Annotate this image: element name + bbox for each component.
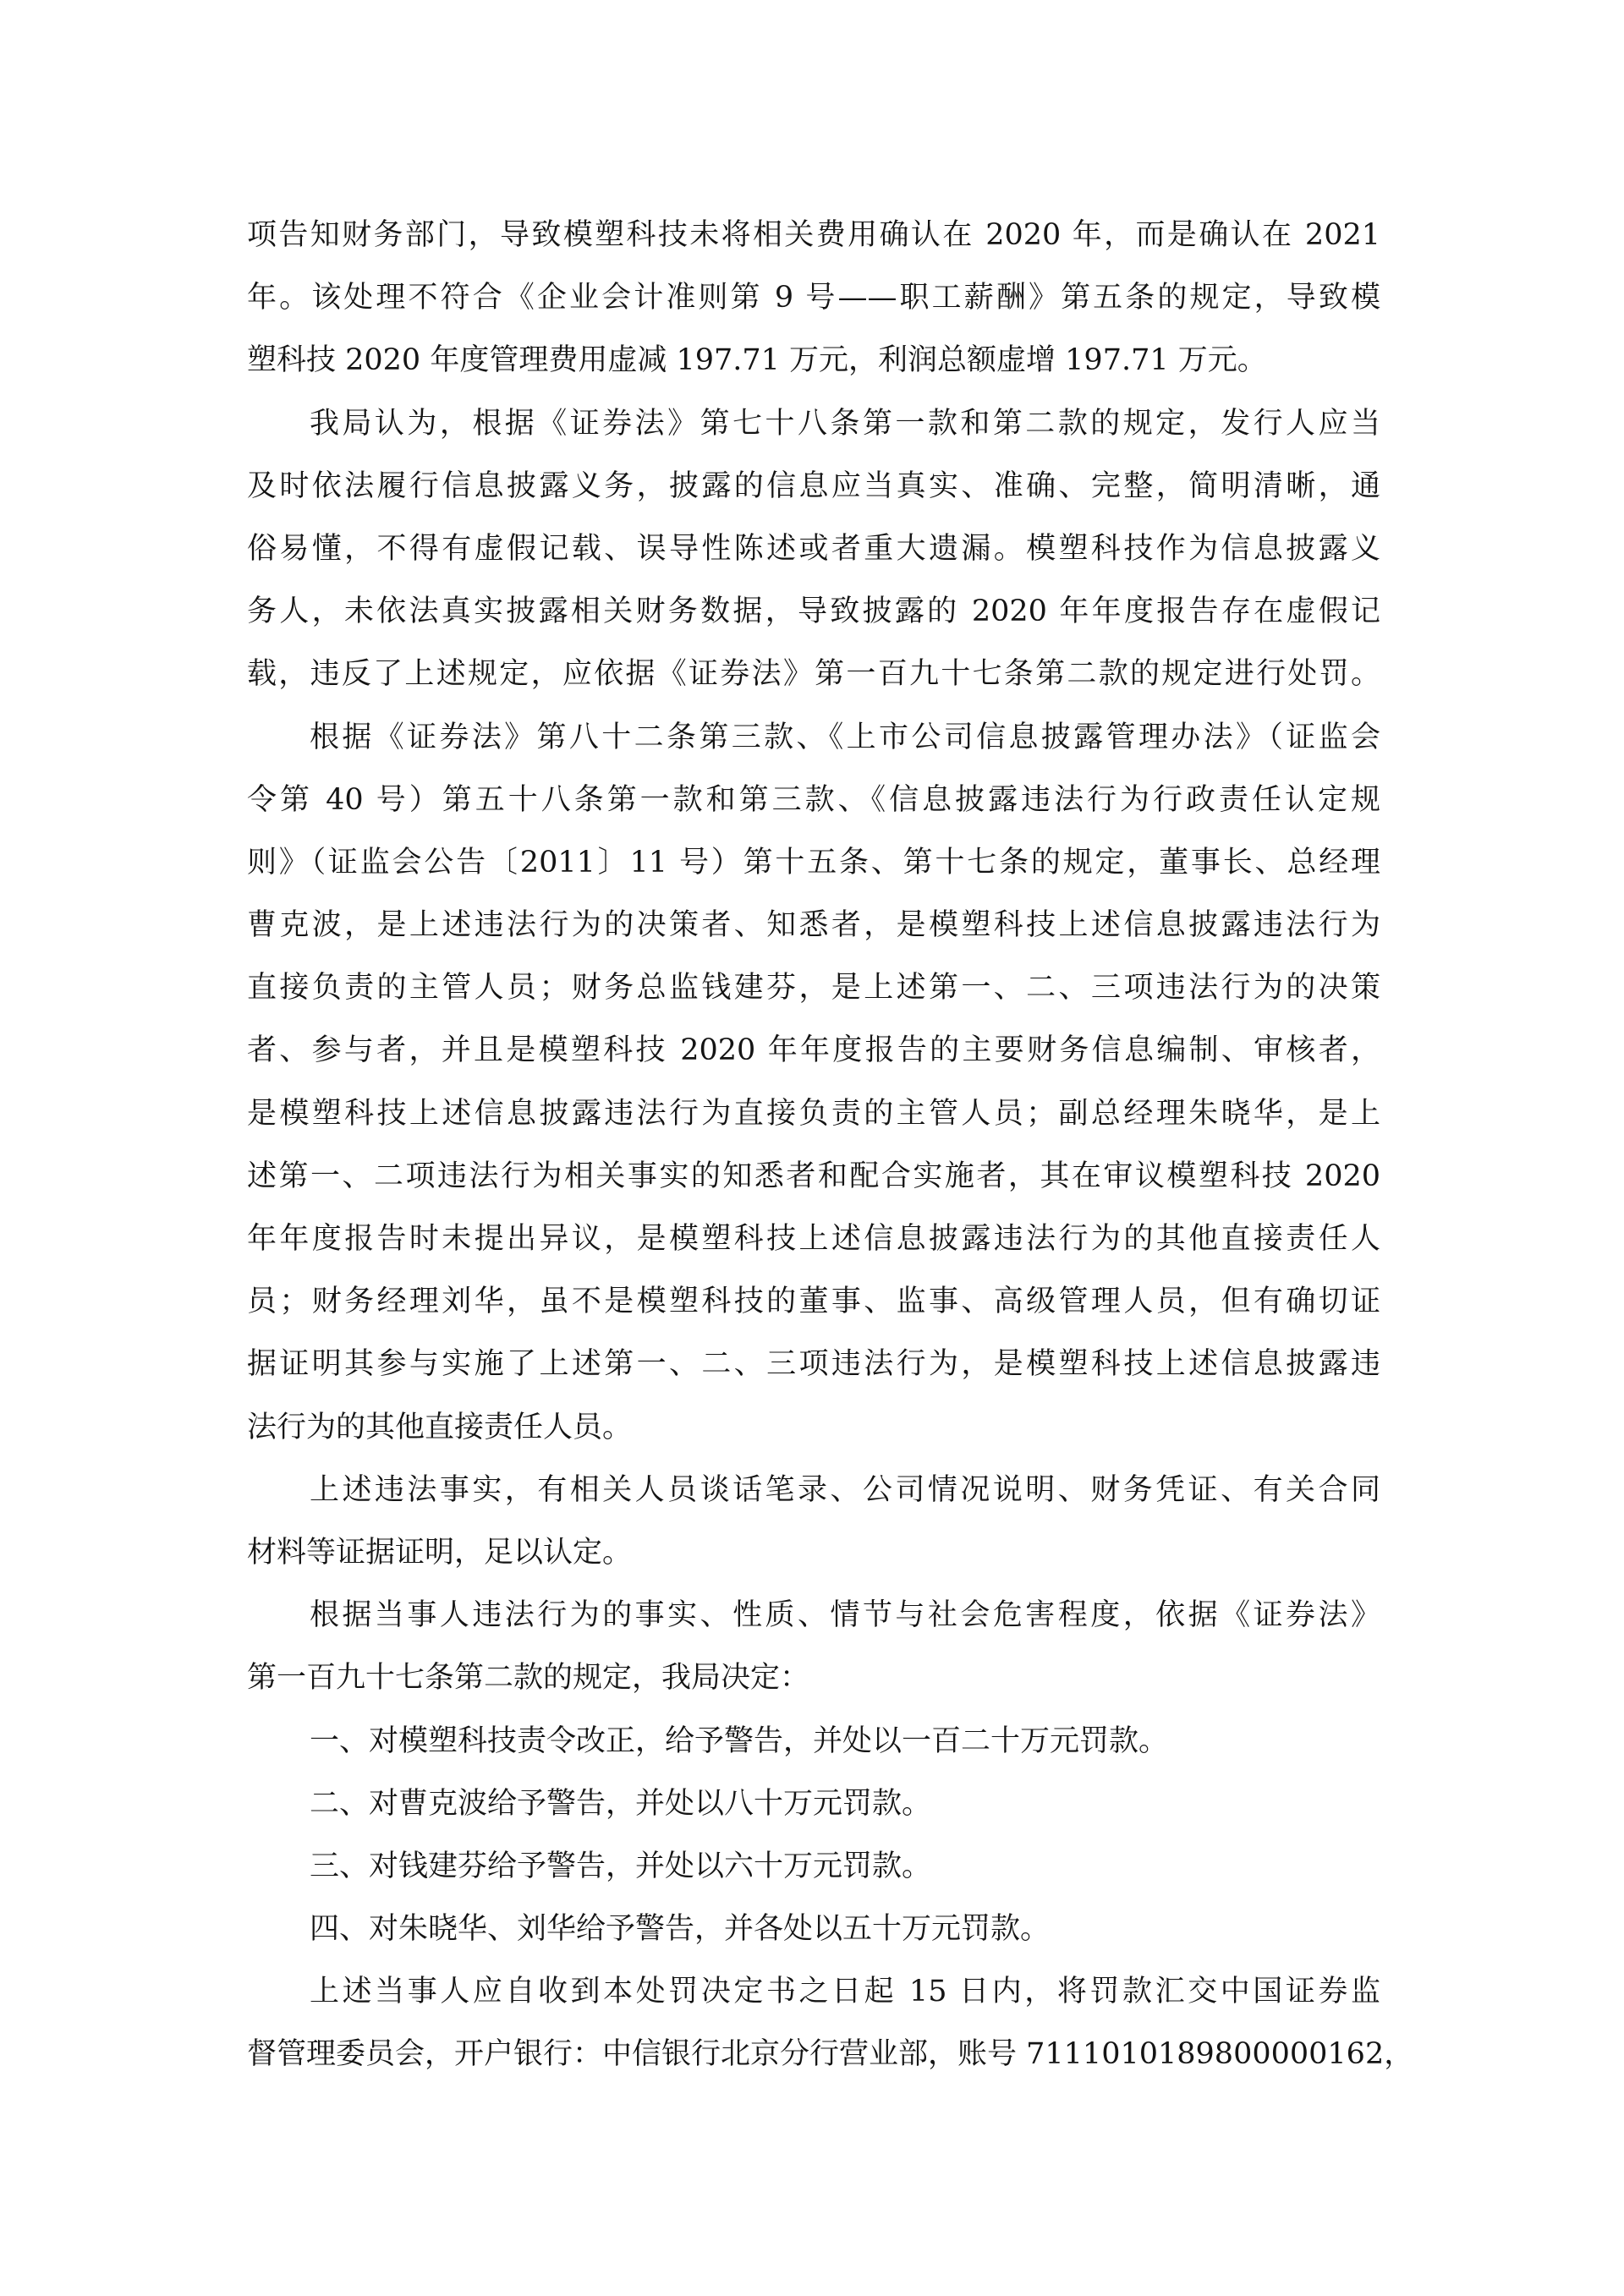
penalty-item-2: 二、对曹克波给予警告，并处以八十万元罚款。 <box>310 1786 932 1821</box>
text-line-22: 材料等证据证明，足以认定。 <box>247 1535 633 1570</box>
text-line-2: 年。该处理不符合《企业会计准则第 9 号——职工薪酬》第五条的规定，导致模 <box>247 281 1380 315</box>
text-line-15: 是模塑科技上述信息披露违法行为直接负责的主管人员；副总经理朱晓华，是上 <box>247 1096 1380 1131</box>
text-line-17: 年年度报告时未提出异议，是模塑科技上述信息披露违法行为的其他直接责任人 <box>247 1222 1380 1256</box>
text-line-10: 令第 40 号）第五十八条第一款和第三款、《信息披露违法行为行政责任认定规 <box>247 782 1380 817</box>
text-line-13: 直接负责的主管人员；财务总监钱建芬，是上述第一、二、三项违法行为的决策 <box>247 971 1380 1006</box>
penalty-item-1: 一、对模塑科技责令改正，给予警告，并处以一百二十万元罚款。 <box>310 1723 1169 1758</box>
text-line-9: 根据《证券法》第八十二条第三款、《上市公司信息披露管理办法》（证监会 <box>310 720 1380 754</box>
text-line-3: 塑科技 2020 年度管理费用虚减 197.71 万元，利润总额虚增 197.71 万元。 <box>247 343 1267 378</box>
text-line-4: 我局认为，根据《证券法》第七十八条第一款和第二款的规定，发行人应当 <box>310 406 1380 441</box>
text-line-5: 及时依法履行信息披露义务，披露的信息应当真实、准确、完整，简明清晰，通 <box>247 469 1380 503</box>
text-line-24: 第一百九十七条第二款的规定，我局决定： <box>247 1661 810 1696</box>
text-line-21: 上述违法事实，有相关人员谈话笔录、公司情况说明、财务凭证、有关合同 <box>310 1472 1380 1507</box>
penalty-item-3: 三、对钱建芬给予警告，并处以六十万元罚款。 <box>310 1849 932 1883</box>
text-line-11: 则》（证监会公告〔2011〕11 号）第十五条、第十七条的规定，董事长、总经理 <box>247 845 1380 879</box>
text-line-6: 俗易懂，不得有虚假记载、误导性陈述或者重大遗漏。模塑科技作为信息披露义 <box>247 531 1380 566</box>
text-line-14: 者、参与者，并且是模塑科技 2020 年年度报告的主要财务信息编制、审核者， <box>247 1033 1380 1068</box>
penalty-item-4: 四、对朱晓华、刘华给予警告，并各处以五十万元罚款。 <box>310 1912 1051 1947</box>
text-line-1: 项告知财务部门，导致模塑科技未将相关费用确认在 2020 年，而是确认在 2021 <box>247 218 1380 252</box>
text-line-30: 督管理委员会，开户银行：中信银行北京分行营业部，账号 7111010189800000162， <box>247 2037 1414 2072</box>
text-line-19: 据证明其参与实施了上述第一、二、三项违法行为，是模塑科技上述信息披露违 <box>247 1347 1380 1382</box>
text-line-20: 法行为的其他直接责任人员。 <box>247 1410 633 1444</box>
text-line-7: 务人，未依法真实披露相关财务数据，导致披露的 2020 年年度报告存在虚假记 <box>247 595 1380 629</box>
text-line-29: 上述当事人应自收到本处罚决定书之日起 15 日内，将罚款汇交中国证券监 <box>310 1975 1380 2009</box>
text-line-8: 载，违反了上述规定，应依据《证券法》第一百九十七条第二款的规定进行处罚。 <box>247 657 1380 692</box>
text-line-18: 员；财务经理刘华，虽不是模塑科技的董事、监事、高级管理人员，但有确切证 <box>247 1285 1380 1319</box>
text-line-12: 曹克波，是上述违法行为的决策者、知悉者，是模塑科技上述信息披露违法行为 <box>247 908 1380 943</box>
document-body <box>247 204 1414 2086</box>
text-line-23: 根据当事人违法行为的事实、性质、情节与社会危害程度，依据《证券法》 <box>310 1598 1380 1633</box>
text-line-16: 述第一、二项违法行为相关事实的知悉者和配合实施者，其在审议模塑科技 2020 <box>247 1159 1380 1193</box>
